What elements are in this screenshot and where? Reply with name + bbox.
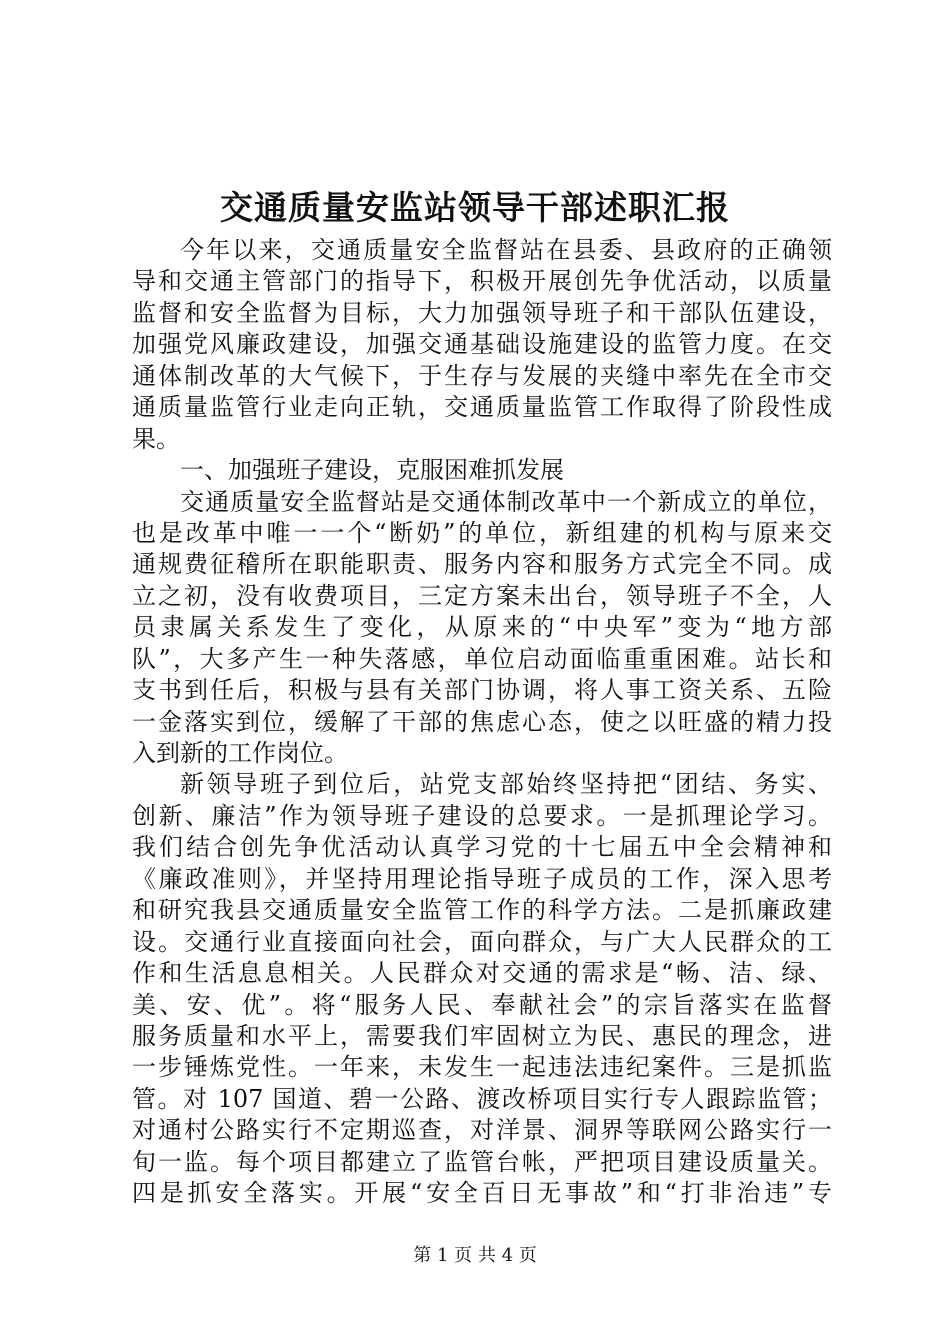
text-line: 导和交通主管部门的指导下，积极开展创先争优活动，以质量 [132,267,832,296]
text-line: 入到新的工作岗位。 [132,739,348,767]
text-line: 新领导班子到位后，站党支部始终坚持把“团结、务实、 [180,770,832,799]
text-line: 通体制改革的大气候下，于生存与发展的夹缝中率先在全市交 [132,361,832,390]
text-line: 支书到任后，积极与县有关部门协调，将人事工资关系、五险 [132,676,832,705]
text-line: 和研究我县交通质量安全监管工作的科学方法。二是抓廉政建 [132,896,832,925]
text-line: 通质量监管行业走向正轨，交通质量监管工作取得了阶段性成 [132,393,832,422]
text-line: 美、安、优”。将“服务人民、奉献社会”的宗旨落实在监督 [132,990,832,1019]
document-title: 交通质量安监站领导干部述职汇报 [220,188,730,227]
text-line: 一步锤炼党性。一年来，未发生一起违法违纪案件。三是抓监 [132,1053,832,1082]
text-line: 果。 [132,424,180,453]
text-line: 监督和安全监督为目标，大力加强领导班子和干部队伍建设， [132,298,832,327]
text-line: 管。对 107 国道、碧一公路、渡改桥项目实行专人跟踪监管； [132,1084,832,1113]
text-line: 创新、廉洁”作为领导班子建设的总要求。一是抓理论学习。 [132,801,832,830]
text-line: 加强党风廉政建设，加强交通基础设施建设的监管力度。在交 [132,330,832,359]
text-line: 员隶属关系发生了变化，从原来的“中央军”变为“地方部 [132,613,832,642]
text-line: 四是抓安全落实。开展“安全百日无事故”和“打非治违”专 [132,1179,832,1208]
text-line: 我们结合创先争优活动认真学习党的十七届五中全会精神和 [132,833,832,862]
text-line: 今年以来，交通质量安全监督站在县委、县政府的正确领 [180,236,832,264]
text-line: 交通质量安全监督站是交通体制改革中一个新成立的单位， [180,487,832,516]
text-line: 作和生活息息相关。人民群众对交通的需求是“畅、洁、绿、 [132,959,832,988]
text-line: 队”，大多产生一种失落感，单位启动面临重重困难。站长和 [132,644,832,673]
text-line: 也是改革中唯一一个“断奶”的单位，新组建的机构与原来交 [132,518,832,547]
text-line: 通规费征稽所在职能职责、服务内容和服务方式完全不同。成 [132,550,832,579]
text-line: 设。交通行业直接面向社会，面向群众，与广大人民群众的工 [132,927,832,956]
text-line: 一、加强班子建设，克服困难抓发展 [180,456,564,485]
page-footer: 第 1 页 共 4 页 [413,1245,537,1266]
document-body [132,235,832,1210]
text-line: 一金落实到位，缓解了干部的焦虑心态，使之以旺盛的精力投 [132,707,832,736]
text-line: 旬一监。每个项目都建立了监管台帐，严把项目建设质量关。 [132,1147,832,1176]
text-line: 服务质量和水平上，需要我们牢固树立为民、惠民的理念，进 [132,1021,832,1050]
text-line: 立之初，没有收费项目，三定方案未出台，领导班子不全，人 [132,581,832,610]
text-line: 对通村公路实行不定期巡查，对洋景、洞界等联网公路实行一 [132,1116,832,1145]
text-line: 《廉政准则》，并坚持用理论指导班子成员的工作，深入思考 [132,864,832,893]
